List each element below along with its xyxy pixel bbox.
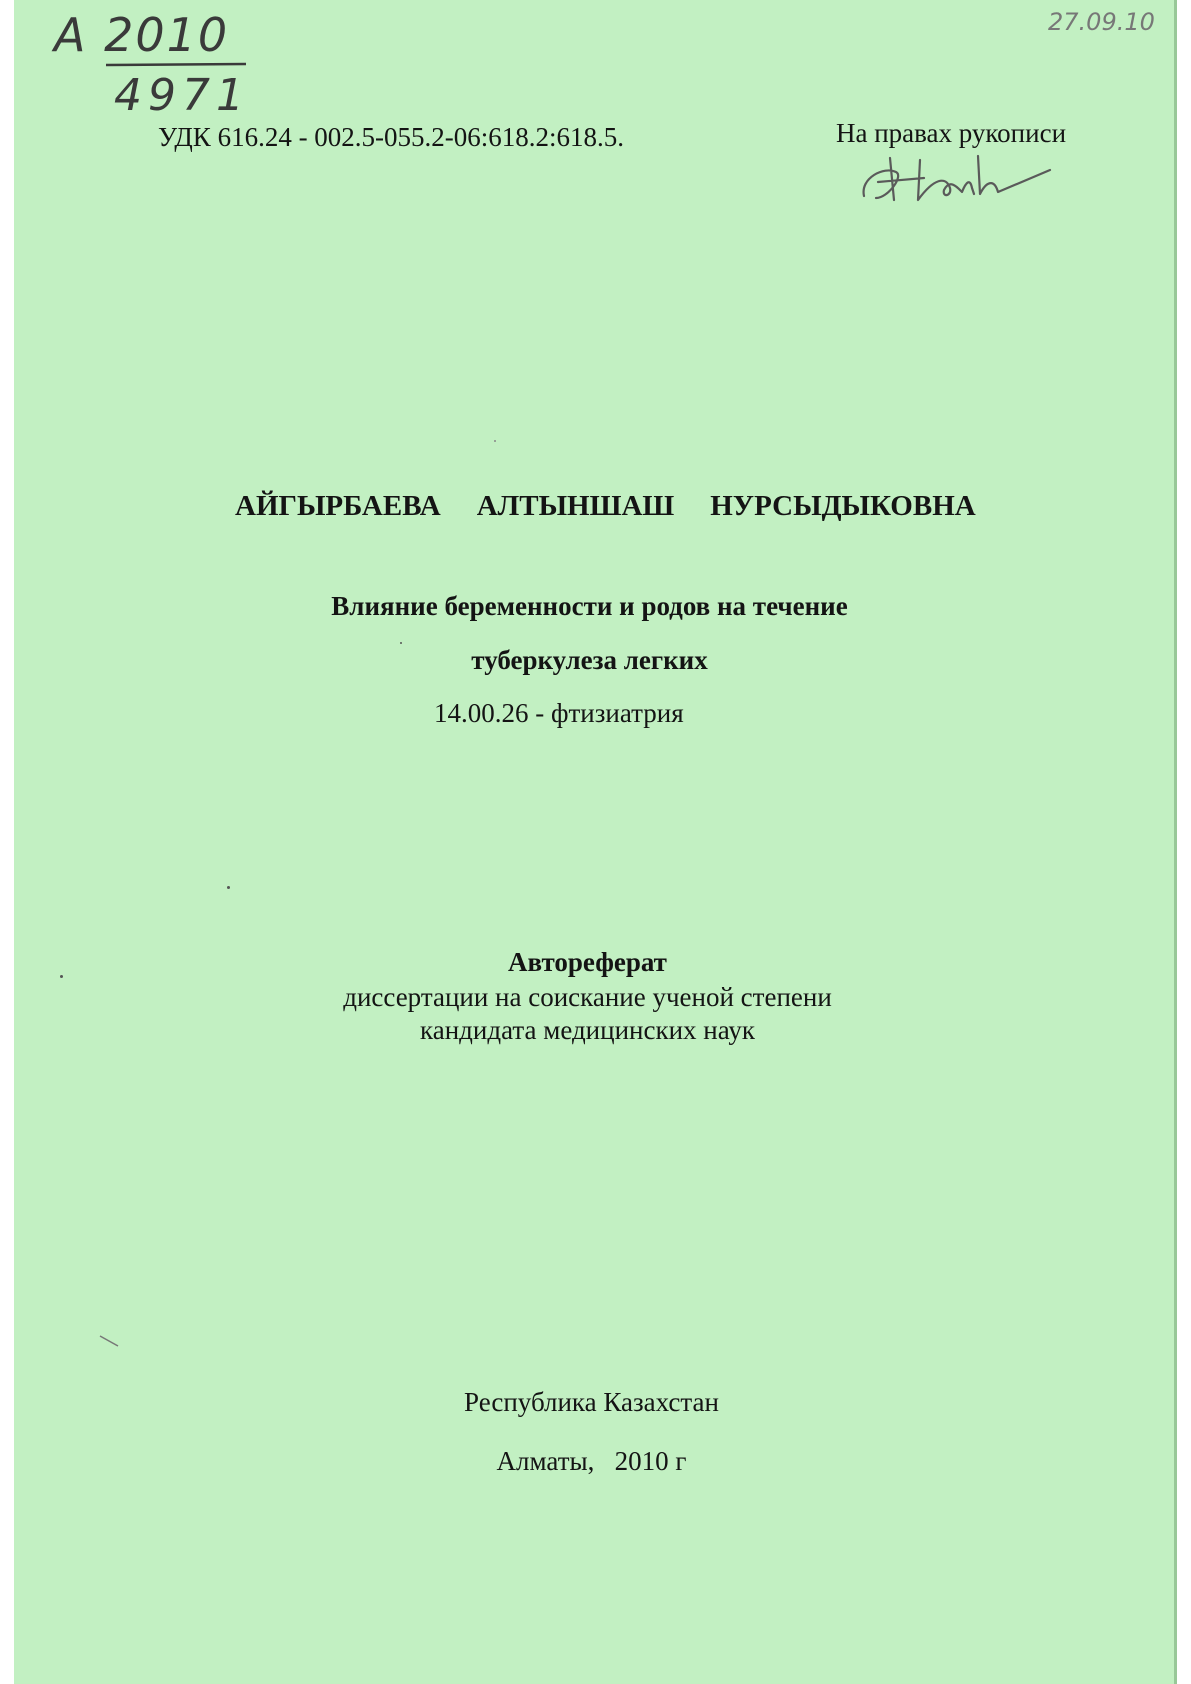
scan-mark <box>100 1336 120 1348</box>
accession-underline <box>106 62 246 68</box>
scan-speck <box>60 975 63 978</box>
accession-number-bottom: 4971 <box>114 70 250 121</box>
rights-note: На правах рукописи <box>836 118 1067 148</box>
scan-speck <box>494 440 496 442</box>
accession-number-top: А 2010 <box>54 8 230 62</box>
author-surname: АЙГЫРБАЕВА <box>235 490 441 522</box>
udk-code: УДК 616.24 - 002.5-055.2-06:618.2:618.5. <box>158 122 625 152</box>
sheet-edge <box>1174 0 1177 1684</box>
document-type-line-1: диссертации на соискание ученой степени <box>343 982 832 1012</box>
specialty-code: 14.00.26 - фтизиатрия <box>434 698 684 728</box>
signature <box>854 148 1054 218</box>
document-type-heading: Автореферат <box>508 947 667 977</box>
author-first-name: АЛТЫНШАШ <box>476 490 675 522</box>
cover-sheet <box>14 0 1177 1684</box>
country: Республика Казахстан <box>464 1387 719 1417</box>
scan-speck <box>227 886 230 889</box>
author-name <box>235 490 976 523</box>
title-line-2: туберкулеза легких <box>471 645 708 675</box>
document-type-line-2: кандидата медицинских наук <box>420 1015 755 1045</box>
city-year: Алматы, 2010 г <box>496 1446 687 1476</box>
author-patronymic: НУРСЫДЫКОВНА <box>710 490 976 522</box>
scan-speck <box>400 642 402 644</box>
handwritten-date: 27.09.10 <box>1048 8 1155 36</box>
title-line-1: Влияние беременности и родов на течение <box>331 591 848 621</box>
